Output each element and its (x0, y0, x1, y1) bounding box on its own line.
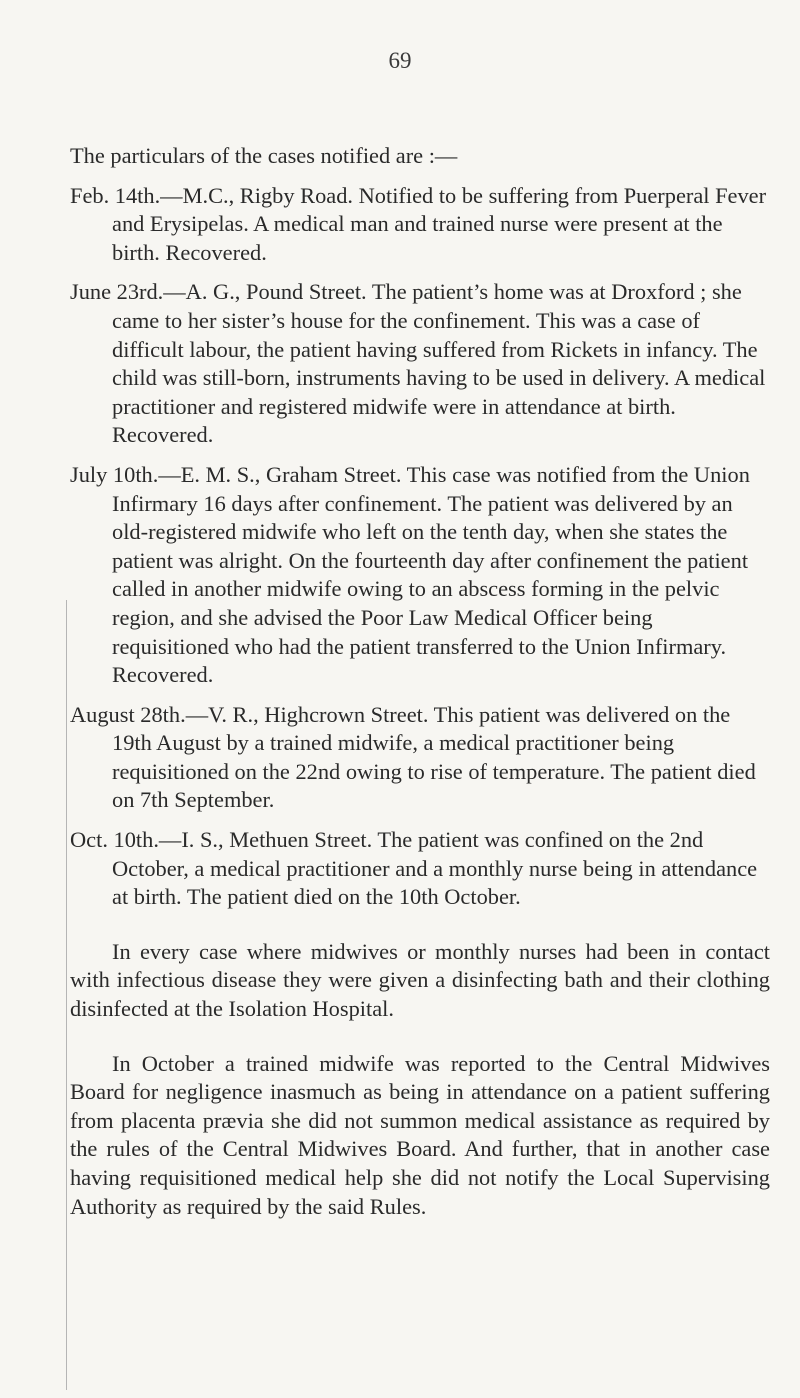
page-body (70, 142, 770, 1221)
intro-line: The particulars of the cases notified are :— (70, 143, 458, 168)
page-number: 69 (388, 48, 412, 73)
negligence-paragraph: In October a trained midwife was reported to the Central Midwives Board for negligence inasmuch as being in attendance on a patient suffering from placenta prævia she did not summon medical assistance as required by the rules of the Central Midwives Board. And further, that in another case having requisitioned medical help she did not notify the Local Supervising Authority as required by the said Rules. (70, 1050, 770, 1219)
margin-rule (66, 600, 67, 1390)
case-entry-august: August 28th.—V. R., Highcrown Street. This patient was delivered on the 19th August by a trained midwife, a medical practitioner being requisitioned on the 22nd owing to rise of temperature. The patient died on 7th September. (70, 701, 756, 813)
case-entry-feb: Feb. 14th.—M.C., Rigby Road. Notified to be suffering from Puerperal Fever and Erysipelas. A medical man and trained nurse were present at the birth. Recovered. (70, 182, 767, 265)
case-entry-june: June 23rd.—A. G., Pound Street. The patient’s home was at Droxford ; she came to her sister’s house for the confinement. This was a case of difficult labour, the patient having suffered from Rickets in infancy. The child was still-born, instruments having to be used in delivery. A medical practitioner and registered midwife were in attendance at birth. Recovered. (70, 279, 766, 448)
disinfection-paragraph: In every case where midwives or monthly nurses had been in contact with infectious disease they were given a disinfecting bath and their clothing disinfected at the Isolation Hospital. (70, 938, 770, 1022)
case-entry-july: July 10th.—E. M. S., Graham Street. This case was notified from the Union Infirmary 16 days after confinement. The patient was delivered by an old-registered midwife who left on the tenth day, when she states the patient was alright. On the fourteenth day after confinement the patient called in another midwife owing to an abscess forming in the pelvic region, and she advised the Poor Law Medical Officer being requisitioned who had the patient transferred to the Union Infirmary. Recovered. (70, 461, 750, 688)
case-entry-oct: Oct. 10th.—I. S., Methuen Street. The patient was confined on the 2nd October, a medical practitioner and a monthly nurse being in attendance at birth. The patient died on the 10th October. (70, 827, 758, 910)
